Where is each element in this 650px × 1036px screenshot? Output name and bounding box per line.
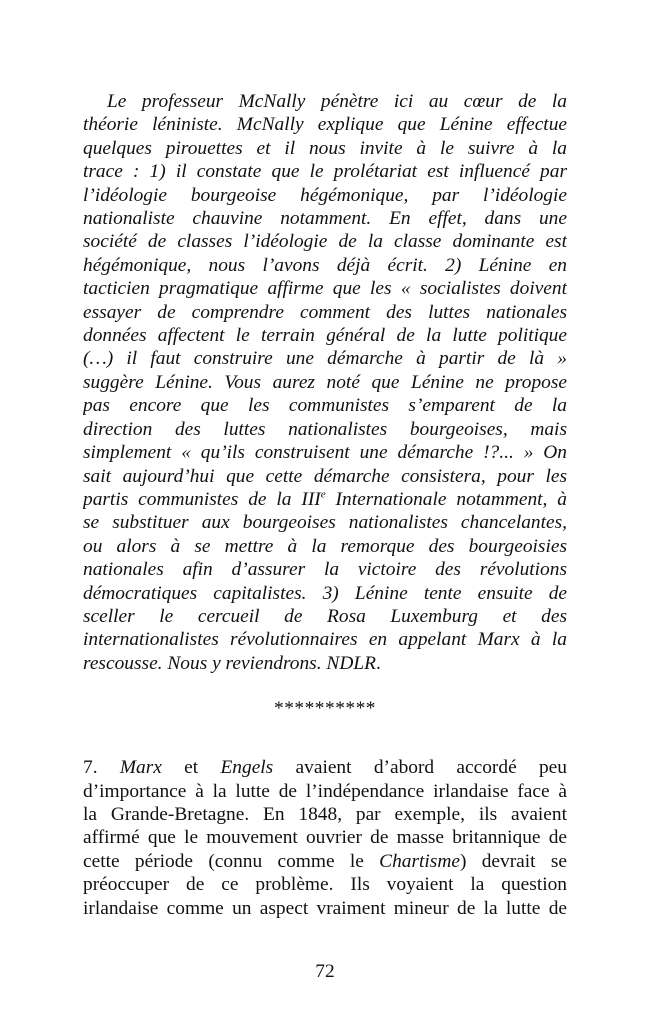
text-line: simplement « qu’ils construisent une démarche !?... » On [83,442,567,464]
text-line: d’importance à la lutte de l’indépendance irlandaise face à [83,780,567,802]
text-fragment: ) devrait se [459,850,567,872]
text-line: direction des luttes nationalistes bourgeoises, mais [83,418,567,440]
text-line: hégémonique, nous l’avons déjà écrit. 2) Lénine en [83,254,567,276]
text-fragment: Internationale notamment, à [325,488,567,510]
text-line: (…) il faut construire une démarche à partir de là » [83,348,567,370]
text-fragment: avaient d’abord accordé peu [273,757,567,779]
name-engels: Engels [220,757,274,779]
text-line: irlandaise comme un aspect vraiment mineur de la lutte de [83,897,567,919]
text-line: suggère Lénine. Vous aurez noté que Lénine ne propose [83,371,567,393]
text-line: l’idéologie bourgeoise hégémonique, par l’idéologie [83,184,567,206]
text-line: démocratiques capitalistes. 3) Lénine tente ensuite de [83,582,567,604]
text-line: affirmé que le mouvement ouvrier de masse britannique de [83,827,567,849]
footnote-paragraph [83,756,567,920]
superscript: e [320,488,326,501]
text-line: pas encore que les communistes s’emparent de la [83,395,567,417]
text-line: internationalistes révolutionnaires en appelant Marx à la [83,629,567,651]
text-line: société de classes l’idéologie de la classe dominante est [83,231,567,253]
text-line: la Grande-Bretagne. En 1848, par exemple, ils avaient [83,803,567,825]
footnote-number: 7. [83,757,120,779]
text-line: nationaliste chauvine notamment. En effet, dans une [83,208,567,230]
section-separator: ********** [274,698,376,720]
text-line: tacticien pragmatique affirme que les « socialistes doivent [83,278,567,300]
text-line: sait aujourd’hui que cette démarche consistera, pour les [83,465,567,487]
editorial-note-paragraph [83,90,567,675]
text-line: théorie léniniste. McNally explique que Lénine effectue [83,114,567,136]
text-fragment: rescousse. Nous y reviendrons. NDLR [83,652,376,674]
term-chartisme: Chartisme [379,850,460,872]
text-line [83,652,567,675]
text-fragment: partis communistes de la III [83,488,321,510]
text-line: sceller le cercueil de Rosa Luxemburg et des [83,605,567,627]
text-line [83,756,567,779]
text-fragment: cette période (connu comme le [83,850,380,872]
text-line: nationales afin d’assurer la victoire des révolutions [83,559,567,581]
text-line: se substituer aux bourgeoises nationalistes chancelantes, [83,512,567,534]
text-fragment: . [376,652,381,674]
text-line: préoccuper de ce problème. Ils voyaient la question [83,874,567,896]
page-body [83,90,567,920]
text-line: données affectent le terrain général de la lutte politique [83,325,567,347]
text-line: ou alors à se mettre à la remorque des bourgeoisies [83,535,567,557]
text-fragment: et [161,757,221,779]
text-line: quelques pirouettes et il nous invite à le suivre à la [83,137,567,159]
text-line [83,488,567,511]
page-number: 72 [315,961,335,982]
text-line: essayer de comprendre comment des luttes nationales [83,301,567,323]
text-line [83,850,567,873]
text-line: Le professeur McNally pénètre ici au cœur de la [107,91,567,112]
name-marx: Marx [119,757,162,779]
text-line: trace : 1) il constate que le prolétariat est influencé par [83,161,567,183]
